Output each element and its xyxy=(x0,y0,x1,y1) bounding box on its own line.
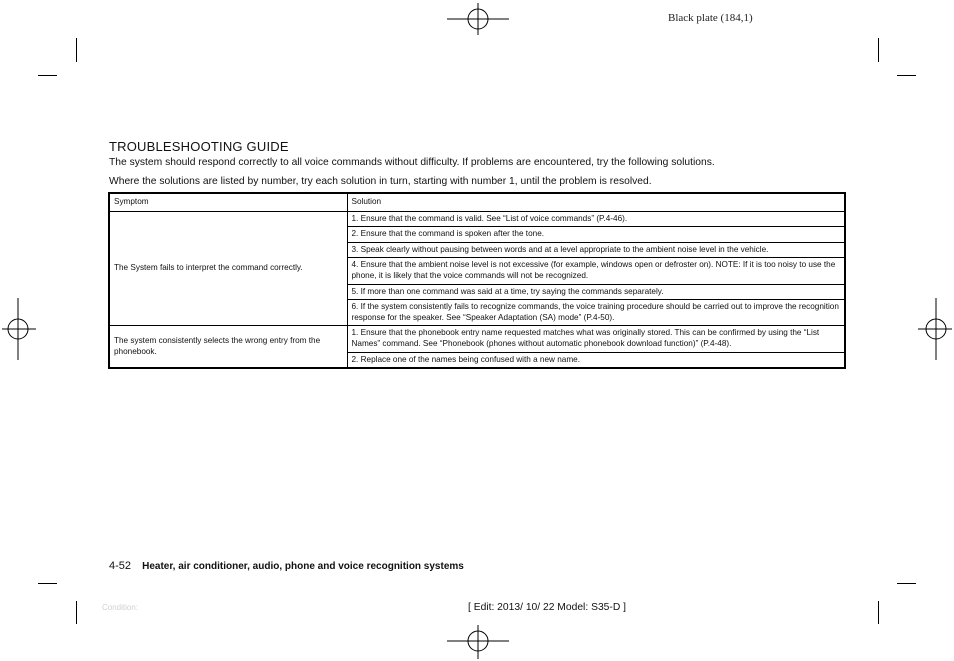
table-header-row xyxy=(109,193,845,211)
page-number: 4-52 xyxy=(109,560,132,572)
troubleshooting-table xyxy=(108,192,846,369)
edit-info: [ Edit: 2013/ 10/ 22 Model: S35-D ] xyxy=(468,602,626,613)
symptom-column-header: Symptom xyxy=(109,193,347,211)
table-row xyxy=(109,211,845,227)
symptom-cell: The System fails to interpret the command correctly. xyxy=(109,211,347,326)
page-footer xyxy=(109,560,464,572)
solution-cell: 5. If more than one command was said at a time, try saying the commands separately. xyxy=(347,284,845,300)
intro-paragraph: The system should respond correctly to all voice commands without difficulty. If problems are encountered, try the following solutions. xyxy=(109,157,715,168)
chapter-title: Heater, air conditioner, audio, phone and voice recognition systems xyxy=(142,561,464,572)
registration-mark-right-icon xyxy=(918,298,952,360)
registration-mark-left-icon xyxy=(2,298,36,360)
section-title: TROUBLESHOOTING GUIDE xyxy=(109,139,289,154)
solution-cell: 2. Ensure that the command is spoken after the tone. xyxy=(347,227,845,243)
solution-cell: 1. Ensure that the command is valid. See “List of voice commands” (P.4-46). xyxy=(347,211,845,227)
registration-mark-top-icon xyxy=(447,3,509,35)
table-row xyxy=(109,326,845,352)
plate-label: Black plate (184,1) xyxy=(668,12,753,24)
solution-column-header: Solution xyxy=(347,193,845,211)
solution-cell: 1. Ensure that the phonebook entry name requested matches what was originally stored. This can be confirmed by using the “List Names” command. See “Phonebook (phones without automatic phonebook download function)” (P.4-48). xyxy=(347,326,845,352)
condition-label: Condition: xyxy=(102,603,139,612)
solution-cell: 3. Speak clearly without pausing between words and at a level appropriate to the ambient noise level in the vehicle. xyxy=(347,242,845,258)
registration-mark-bottom-icon xyxy=(447,625,509,659)
symptom-cell: The system consistently selects the wrong entry from the phonebook. xyxy=(109,326,347,368)
instruction-paragraph: Where the solutions are listed by number, try each solution in turn, starting with number 1, until the problem is resolved. xyxy=(109,176,652,187)
solution-cell: 4. Ensure that the ambient noise level is not excessive (for example, windows open or defroster on). NOTE: If it is too noisy to use the phone, it is likely that the voice commands will not be recognized. xyxy=(347,258,845,284)
solution-cell: 6. If the system consistently fails to recognize commands, the voice training procedure should be carried out to improve the recognition response for the speaker. See “Speaker Adaptation (SA) mode” (P.4-50). xyxy=(347,300,845,326)
solution-cell: 2. Replace one of the names being confused with a new name. xyxy=(347,352,845,368)
